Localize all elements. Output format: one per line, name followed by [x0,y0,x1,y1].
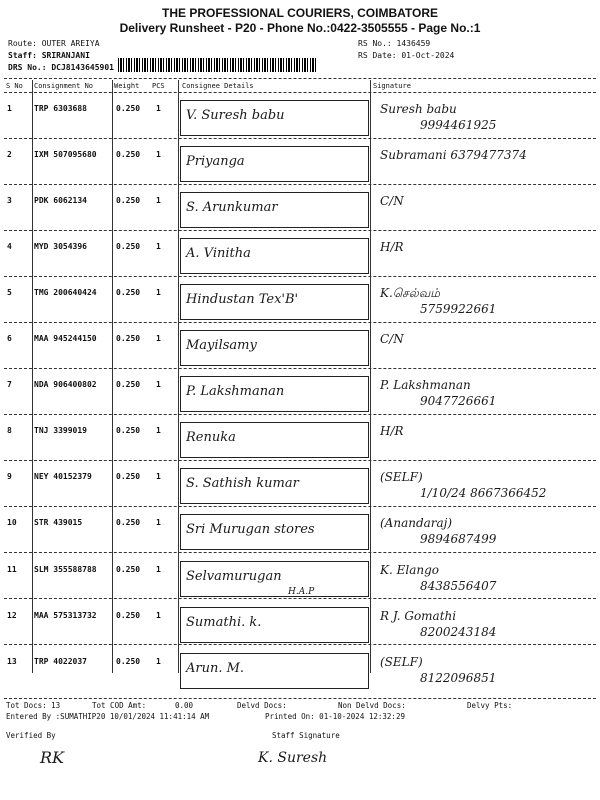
row-signature: K. Elango [380,563,439,577]
col-consignee: Consignee Details [182,82,254,90]
row-sno: 8 [7,426,12,435]
row-signature-phone: 9894687499 [420,532,497,546]
row-weight: 0.250 [116,518,141,527]
row-separator [4,414,596,415]
row-pcs: 1 [156,518,161,527]
col-sno: S No [6,82,23,90]
row-consignee: Priyanga [186,154,245,169]
row-consignment-no: IXM 507095680 [34,150,97,159]
row-weight: 0.250 [116,288,141,297]
staff-label: Staff: SRIRANJANI [8,51,90,60]
row-signature: (SELF) [380,655,423,669]
row-consignee: Mayilsamy [186,338,257,353]
header-top-rule [4,78,596,79]
header-bottom-rule [4,92,596,93]
row-signature-phone: 8200243184 [420,625,497,639]
row-pcs: 1 [156,657,161,666]
footer-rule [4,698,596,699]
printed-on: Printed On: 01-10-2024 12:32:29 [265,712,405,721]
row-consignee: S. Sathish kumar [186,476,299,491]
col-pcs: PCS [152,82,165,90]
row-signature-phone: 8438556407 [420,579,497,593]
row-signature-phone: 9047726661 [420,394,497,408]
row-pcs: 1 [156,196,161,205]
row-pcs: 1 [156,288,161,297]
row-separator [4,644,596,645]
row-sno: 3 [7,196,12,205]
row-weight: 0.250 [116,565,141,574]
row-separator [4,138,596,139]
row-sno: 6 [7,334,12,343]
row-pcs: 1 [156,611,161,620]
tot-cod-label: Tot COD Amt: [92,701,147,710]
col-signature: Signature [373,82,411,90]
row-sno: 11 [7,565,17,574]
row-separator [4,506,596,507]
row-signature: Suresh babu [380,102,457,116]
row-weight: 0.250 [116,472,141,481]
row-pcs: 1 [156,380,161,389]
row-separator [4,552,596,553]
row-signature: (SELF) [380,470,423,484]
row-pcs: 1 [156,472,161,481]
verified-signature: RK [40,748,64,767]
row-signature: K.செல்வம் [380,286,440,300]
row-consignee: S. Arunkumar [186,200,278,215]
row-consignment-no: MAA 575313732 [34,611,97,620]
col-consignment: Consignment No [34,82,94,90]
row-sno: 7 [7,380,12,389]
row-consignment-no: TRP 4022037 [34,657,87,666]
row-sno: 4 [7,242,12,251]
row-signature: (Anandaraj) [380,516,453,530]
row-separator [4,598,596,599]
row-separator [4,322,596,323]
row-consignment-no: TNJ 3399019 [34,426,87,435]
row-separator [4,460,596,461]
row11-note: H.A.P [288,587,315,597]
row-consignment-no: STR 439015 [34,518,83,527]
delvy-pts: Delvy Pts: [467,701,513,710]
row-sno: 12 [7,611,17,620]
row-signature-phone: 5759922661 [420,302,497,316]
row-weight: 0.250 [116,380,141,389]
row-consignee: Arun. M. [186,661,245,676]
col-divider [112,80,113,673]
staff-signature-label: Staff Signature [272,731,340,740]
row-separator [4,230,596,231]
row-signature: H/R [380,424,404,438]
row-consignment-no: MYD 3054396 [34,242,87,251]
row-sno: 10 [7,518,17,527]
rs-no: RS No.: 1436459 [358,39,431,48]
verified-by-label: Verified By [6,731,56,740]
row-sno: 2 [7,150,12,159]
row-consignee: Renuka [186,430,236,445]
row-pcs: 1 [156,242,161,251]
tot-cod-value: 0.00 [175,701,194,710]
col-weight: Weight [114,82,140,90]
barcode [118,58,318,72]
row-weight: 0.250 [116,334,141,343]
runsheet-subtitle: Delivery Runsheet - P20 - Phone No.:0422-3505555 - Page No.:1 [119,21,481,35]
row-consignee: Sri Murugan stores [186,522,315,537]
tot-docs: Tot Docs: 13 [6,701,61,710]
row-separator [4,184,596,185]
row-consignee: V. Suresh babu [186,108,285,123]
row-signature: R J. Gomathi [380,609,457,623]
row-weight: 0.250 [116,150,141,159]
row-signature: H/R [380,240,404,254]
row-consignee: Selvamurugan [186,569,282,584]
row-consignment-no: TRP 6303688 [34,104,87,113]
entered-by: Entered By :SUMATHIP20 10/01/2024 11:41:14 AM [6,712,210,721]
row-consignee: Sumathi. k. [186,615,262,630]
row-consignment-no: TMG 200640424 [34,288,97,297]
row-separator [4,276,596,277]
row-separator [4,368,596,369]
non-delvd-docs: Non Delvd Docs: [338,701,406,710]
row-consignment-no: SLM 355588788 [34,565,97,574]
row-signature-phone: 9994461925 [420,118,497,132]
staff-signature: K. Suresh [258,750,328,766]
row-weight: 0.250 [116,611,141,620]
route-label: Route: OUTER AREIYA [8,39,100,48]
row-consignee: A. Vinitha [186,246,251,261]
col-divider [178,80,179,673]
row-sno: 9 [7,472,12,481]
col-divider [32,80,33,673]
row-sno: 5 [7,288,12,297]
drs-label: DRS No.: DCJ8143645901 [8,63,114,72]
row-weight: 0.250 [116,657,141,666]
row-consignment-no: MAA 945244150 [34,334,97,343]
row-pcs: 1 [156,104,161,113]
row-pcs: 1 [156,565,161,574]
row-weight: 0.250 [116,196,141,205]
row-signature: P. Lakshmanan [380,378,471,392]
row-consignment-no: PDK 6062134 [34,196,87,205]
row-consignment-no: NEY 40152379 [34,472,92,481]
rs-date: RS Date: 01-Oct-2024 [358,51,455,60]
row-signature-phone: 8122096851 [420,671,497,685]
row-pcs: 1 [156,426,161,435]
row-pcs: 1 [156,150,161,159]
row-pcs: 1 [156,334,161,343]
delvd-docs: Delvd Docs: [237,701,287,710]
row-sno: 13 [7,657,17,666]
row-weight: 0.250 [116,104,141,113]
row-consignment-no: NDA 906400802 [34,380,97,389]
row-signature-phone: 1/10/24 8667366452 [420,486,547,500]
row-signature: Subramani 6379477374 [380,148,527,162]
company-title: THE PROFESSIONAL COURIERS, COIMBATORE [161,6,439,20]
row-consignee: P. Lakshmanan [186,384,285,399]
row-signature: C/N [380,332,404,346]
row-weight: 0.250 [116,426,141,435]
col-divider [370,80,371,673]
row-consignee: Hindustan Tex'B' [186,292,299,307]
row-weight: 0.250 [116,242,141,251]
row-signature: C/N [380,194,404,208]
row-sno: 1 [7,104,12,113]
